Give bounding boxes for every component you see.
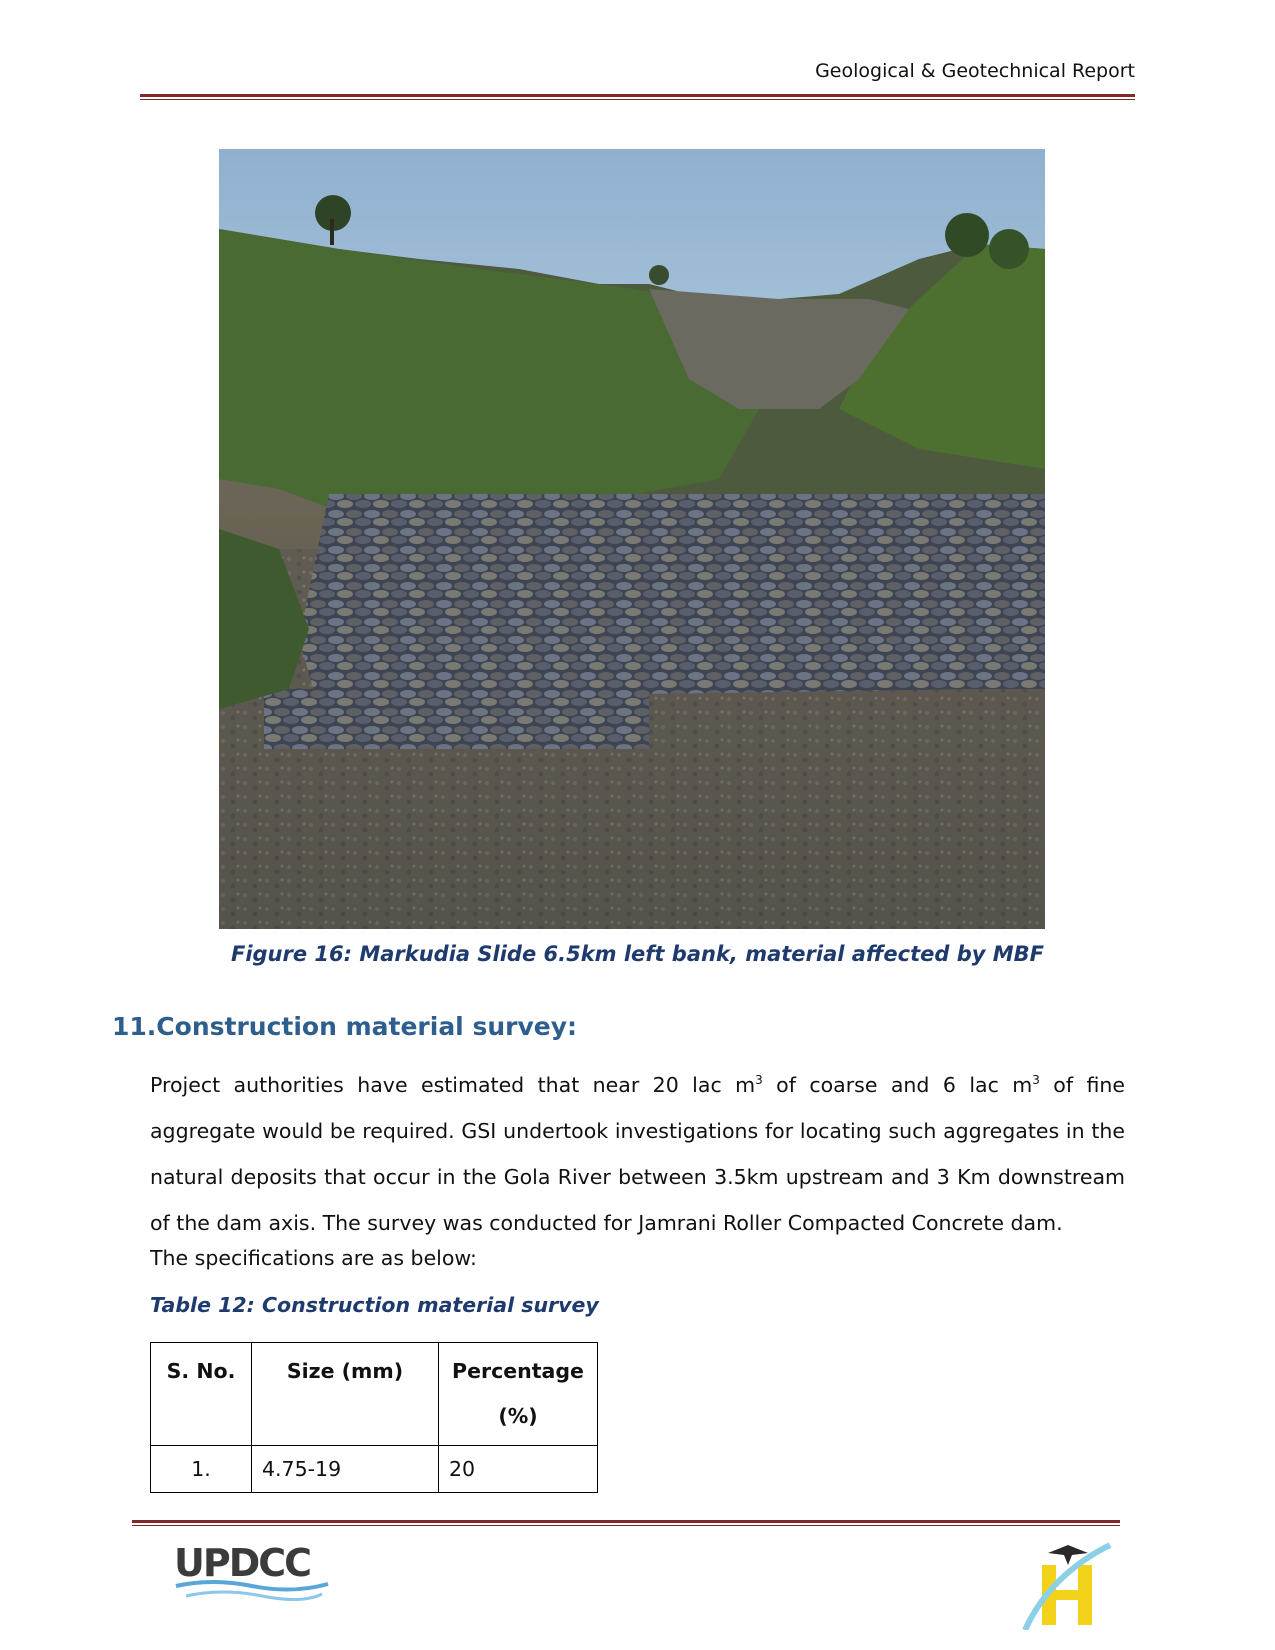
- cell-sno: 1.: [151, 1446, 252, 1493]
- superscript-1: 3: [755, 1073, 763, 1088]
- table-row: [151, 1446, 598, 1493]
- table-header-row: [151, 1343, 598, 1446]
- header-size: Size (mm): [252, 1343, 439, 1446]
- cell-percentage: 20: [439, 1446, 598, 1493]
- paragraph-part-1: Project authorities have estimated that near 20 lac m: [150, 1073, 756, 1097]
- cell-size: 4.75-19: [252, 1446, 439, 1493]
- figure-caption: Figure 16: Markudia Slide 6.5km left bank, material affected by MBF: [230, 942, 1045, 966]
- construction-material-table: [150, 1342, 598, 1493]
- h-logo: [1020, 1535, 1115, 1630]
- report-title: Geological & Geotechnical Report: [815, 60, 1135, 82]
- body-paragraph: [150, 1062, 1125, 1246]
- paragraph-part-3: of fine aggregate would be required. GSI undertook investigations for locating such aggregates in the natural deposits that occur in the Gola River between 3.5km upstream and 3 Km downstream of the dam axis. The survey was conducted for Jamrani Roller Compacted Concrete dam.: [150, 1073, 1125, 1235]
- section-number: 11.: [112, 1012, 157, 1041]
- table-caption: Table 12: Construction material survey: [150, 1293, 599, 1317]
- updcc-logo: [172, 1538, 332, 1608]
- section-heading: [112, 1012, 577, 1041]
- header-percentage: [439, 1343, 598, 1446]
- superscript-2: 3: [1032, 1073, 1040, 1088]
- header-sno: S. No.: [151, 1343, 252, 1446]
- landslide-photo: [219, 149, 1045, 929]
- section-title: Construction material survey:: [156, 1012, 578, 1041]
- paragraph-part-2: of coarse and 6 lac m: [762, 1073, 1033, 1097]
- footer-rule: [132, 1520, 1120, 1523]
- svg-text:UPDCC: UPDCC: [174, 1541, 311, 1585]
- header-percentage-line1: Percentage: [452, 1359, 584, 1383]
- specifications-line: The specifications are as below:: [150, 1246, 477, 1270]
- header-percentage-line2: (%): [498, 1404, 538, 1428]
- header-rule: [140, 94, 1135, 97]
